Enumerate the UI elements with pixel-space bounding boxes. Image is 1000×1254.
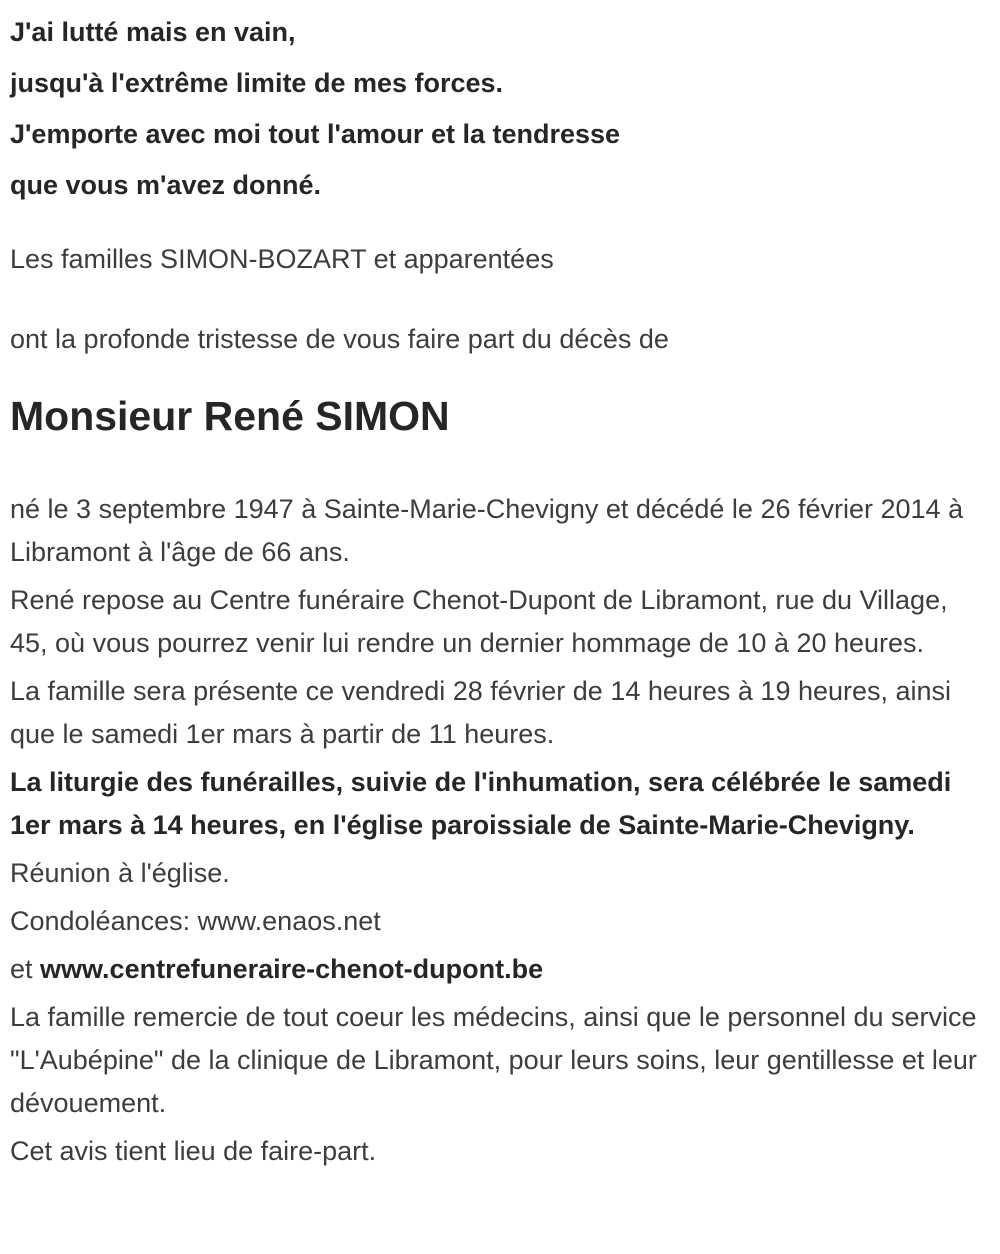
epigraph-verse xyxy=(10,7,978,211)
epigraph-line-3: J'emporte avec moi tout l'amour et la tendresse xyxy=(10,119,621,149)
notice-paragraph: Cet avis tient lieu de faire-part. xyxy=(10,1136,377,1166)
condolences-site-enaos-link[interactable]: www.enaos.net xyxy=(197,906,381,936)
deceased-name-title: Monsieur René SIMON xyxy=(10,393,450,439)
funeral-home-site-link[interactable]: www.centrefuneraire-chenot-dupont.be xyxy=(40,954,544,984)
epigraph-line-4: que vous m'avez donné. xyxy=(10,170,321,200)
meeting-paragraph: Réunion à l'église. xyxy=(10,858,230,888)
condolences-conjunction: et xyxy=(10,954,33,984)
family-presence-paragraph: La famille sera présente ce vendredi 28 février de 14 heures à 19 heures, ainsi que le samedi 1er mars à partir de 11 heures. xyxy=(10,676,952,749)
condolences-site2-paragraph xyxy=(10,948,978,991)
condolences-label: Condoléances: xyxy=(10,906,191,936)
families-line: Les familles SIMON-BOZART et apparentées xyxy=(10,244,554,274)
birth-death-paragraph: né le 3 septembre 1947 à Sainte-Marie-Chevigny et décédé le 26 février 2014 à Libramont à l'âge de 66 ans. xyxy=(10,494,964,567)
sorrow-line: ont la profonde tristesse de vous faire part du décès de xyxy=(10,324,669,354)
epigraph-line-1: J'ai lutté mais en vain, xyxy=(10,17,296,47)
repose-paragraph: René repose au Centre funéraire Chenot-Dupont de Libramont, rue du Village, 45, où vous pourrez venir lui rendre un dernier hommage de 10 à 20 heures. xyxy=(10,585,948,658)
thanks-paragraph: La famille remercie de tout coeur les médecins, ainsi que le personnel du service "L'Aubépine" de la clinique de Libramont, pour leurs soins, leur gentillesse et leur dévouement. xyxy=(10,1002,977,1118)
epigraph-line-2: jusqu'à l'extrême limite de mes forces. xyxy=(10,68,504,98)
condolences-paragraph xyxy=(10,900,978,943)
liturgy-paragraph: La liturgie des funérailles, suivie de l'inhumation, sera célébrée le samedi 1er mars à 14 heures, en l'église paroissiale de Sainte-Marie-Chevigny. xyxy=(10,767,952,840)
